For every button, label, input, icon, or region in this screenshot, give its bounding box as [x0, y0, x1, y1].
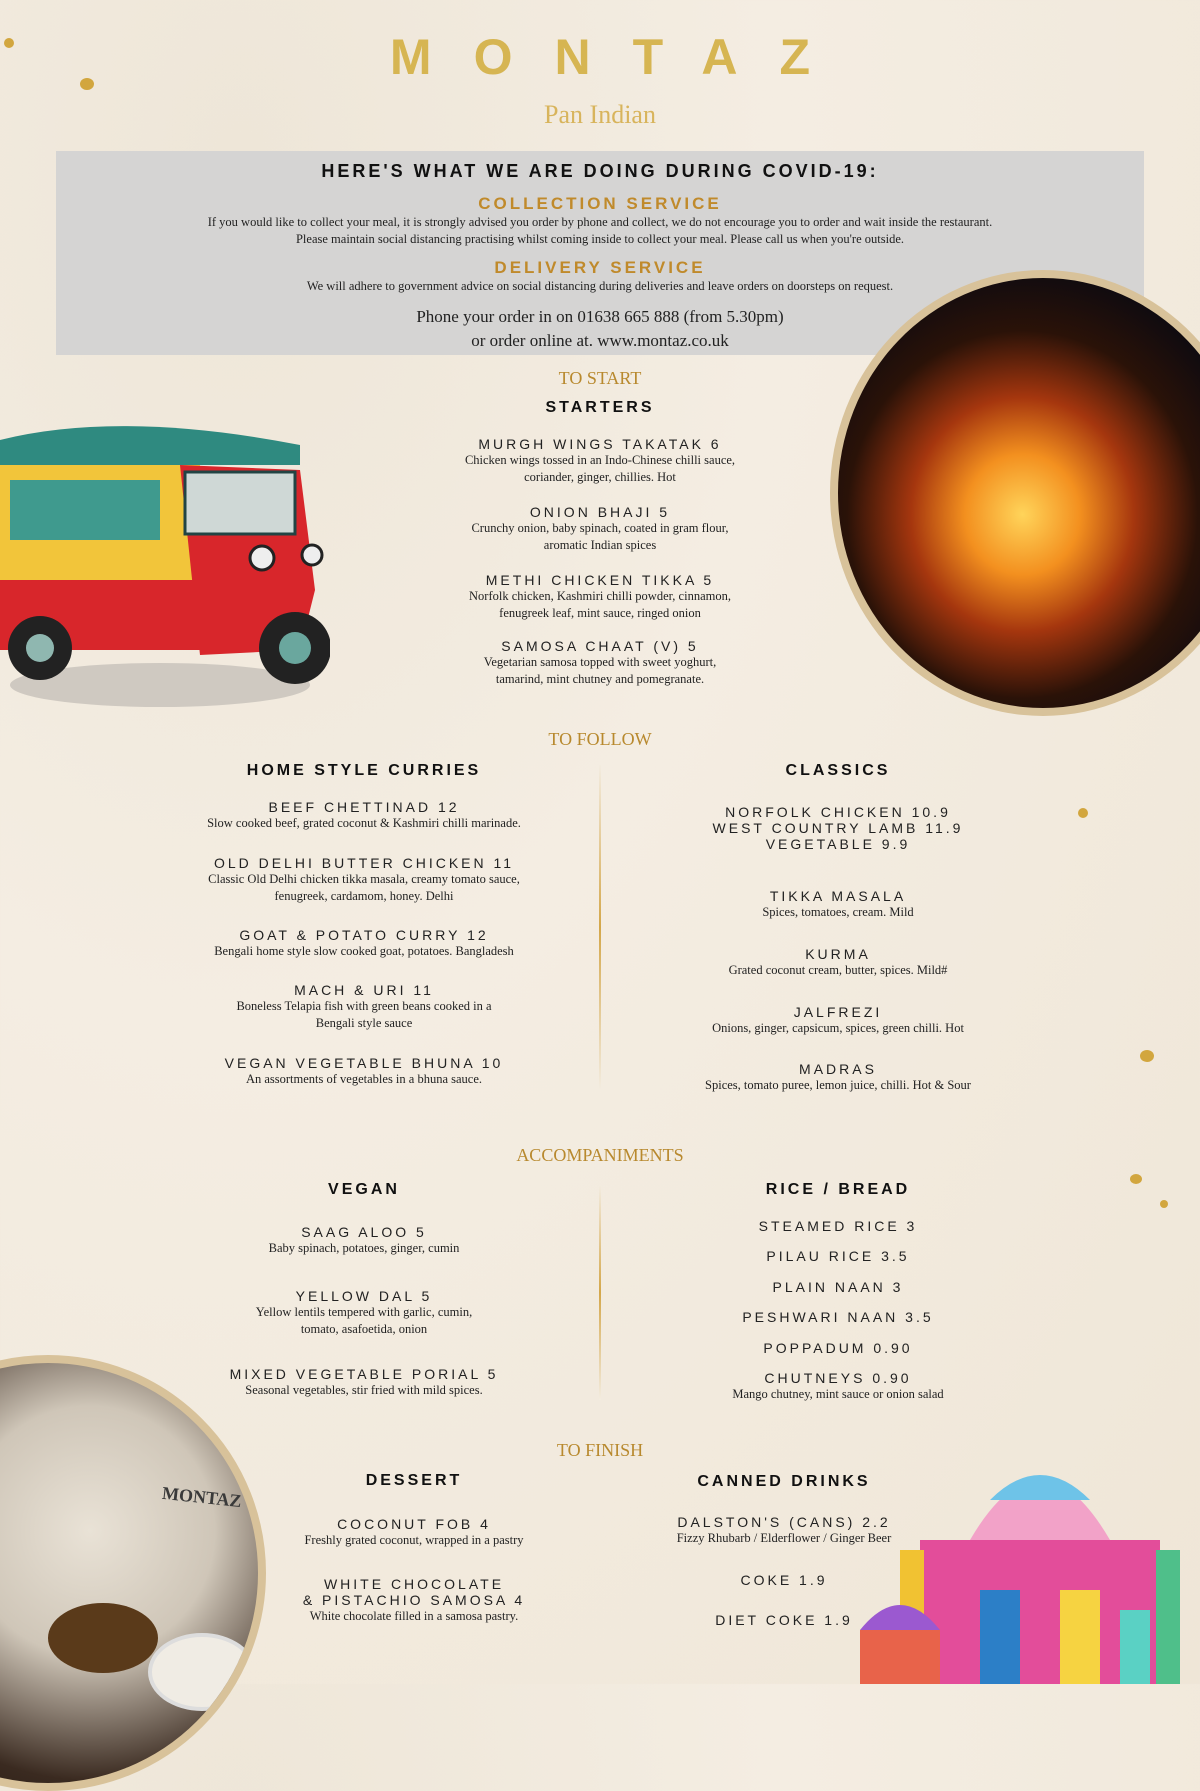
item-name: SAAG ALOO 5 — [301, 1224, 427, 1240]
collection-title: COLLECTION SERVICE — [478, 194, 722, 213]
menu-item — [400, 638, 800, 688]
vegan-list — [164, 1224, 564, 1399]
menu-item — [164, 982, 564, 1055]
item-name: PESHWARI NAAN 3.5 — [742, 1309, 934, 1325]
classics-heading: CLASSICS — [785, 762, 891, 779]
item-desc: Bengali home style slow cooked goat, potatoes. Bangladesh — [214, 944, 514, 958]
delivery-title: DELIVERY SERVICE — [494, 258, 706, 277]
menu-item — [638, 1309, 1038, 1340]
menu-item — [638, 1279, 1038, 1309]
item-desc: Crunchy onion, baby spinach, coated in gram flour, — [471, 521, 729, 535]
item-name: WHITE CHOCOLATE — [323, 1576, 505, 1592]
price-line: NORFOLK CHICKEN 10.9 — [725, 804, 951, 820]
phone-line: Phone your order in on 01638 665 888 (from 5.30pm) — [416, 307, 784, 326]
covid-heading: HERE'S WHAT WE ARE DOING DURING COVID-19: — [321, 161, 879, 181]
menu-item — [164, 855, 564, 927]
menu-item — [634, 1612, 934, 1628]
item-desc: Baby spinach, potatoes, ginger, cumin — [268, 1241, 460, 1255]
item-name: BEEF CHETTINAD 12 — [268, 799, 460, 815]
menu-item — [638, 946, 1038, 1004]
rice-bread-heading: RICE / BREAD — [765, 1181, 911, 1198]
menu-item — [164, 1288, 564, 1366]
food-plate-icon — [48, 1603, 158, 1673]
brand-tagline: Pan Indian — [544, 100, 656, 129]
price-line: VEGETABLE 9.9 — [765, 836, 911, 852]
dessert-heading: DESSERT — [365, 1472, 463, 1489]
item-name: MADRAS — [799, 1061, 877, 1077]
curry-bowl-icon — [148, 1633, 256, 1711]
item-name: DALSTON'S (CANS) 2.2 — [677, 1514, 891, 1530]
menu-item — [638, 1218, 1038, 1248]
item-name: JALFREZI — [793, 1004, 883, 1020]
collection-text: Please maintain social distancing practising whilst coming inside to collect your meal. Please call us when you're outside. — [295, 232, 904, 246]
menu-item — [400, 572, 800, 638]
item-desc: White chocolate filled in a samosa pastry. — [309, 1609, 519, 1623]
item-name: DIET COKE 1.9 — [715, 1612, 853, 1628]
item-desc: Bengali style sauce — [315, 1016, 413, 1030]
chef-apron-logo: MONTAZ — [161, 1482, 243, 1512]
collection-text: If you would like to collect your meal, it is strongly advised you order by phone and collect, we do not encourage you to order and wait inside the restaurant. — [207, 215, 993, 229]
menu-item — [164, 927, 564, 982]
item-desc: Fizzy Rhubarb / Elderflower / Ginger Beer — [676, 1531, 892, 1545]
menu-item — [264, 1516, 564, 1576]
item-desc: Mango chutney, mint sauce or onion salad — [732, 1387, 944, 1401]
curries-heading: HOME STYLE CURRIES — [246, 762, 482, 779]
classics-prices — [638, 804, 1038, 888]
item-desc: Norfolk chicken, Kashmiri chilli powder, cinnamon, — [469, 589, 731, 603]
item-desc: Chicken wings tossed in an Indo-Chinese chilli sauce, — [464, 453, 736, 467]
item-desc: Freshly grated coconut, wrapped in a pastry — [304, 1533, 524, 1547]
vegan-heading: VEGAN — [328, 1181, 400, 1198]
item-name: PILAU RICE 3.5 — [766, 1248, 910, 1264]
item-desc: aromatic Indian spices — [543, 538, 657, 552]
starters-heading: STARTERS — [545, 399, 655, 416]
item-desc: Spices, tomato puree, lemon juice, chilli. Hot & Sour — [705, 1078, 971, 1092]
item-desc: Classic Old Delhi chicken tikka masala, creamy tomato sauce, — [208, 872, 520, 886]
item-name: COCONUT FOB 4 — [337, 1516, 491, 1532]
menu-item — [638, 888, 1038, 946]
brand-logo: MONTAZ — [389, 29, 853, 85]
item-name: METHI CHICKEN TIKKA 5 — [485, 572, 715, 588]
menu-item — [164, 1055, 564, 1088]
menu-item — [164, 1366, 564, 1399]
item-desc: Yellow lentils tempered with garlic, cumin, — [255, 1305, 473, 1319]
menu-item — [638, 1248, 1038, 1279]
menu-item — [634, 1572, 934, 1612]
menu-item — [400, 436, 800, 504]
item-desc: Boneless Telapia fish with green beans cooked in a — [236, 999, 492, 1013]
item-name: VEGAN VEGETABLE BHUNA 10 — [224, 1055, 504, 1071]
section-label-to-start: TO START — [558, 368, 642, 388]
item-name: OLD DELHI BUTTER CHICKEN 11 — [213, 855, 515, 871]
item-name: PLAIN NAAN 3 — [772, 1279, 904, 1295]
item-name: STEAMED RICE 3 — [758, 1218, 918, 1234]
menu-item — [638, 1370, 1038, 1403]
column-divider — [599, 1185, 601, 1400]
item-desc: coriander, ginger, chillies. Hot — [524, 470, 676, 484]
menu-item — [638, 1061, 1038, 1094]
column-divider — [599, 765, 601, 1090]
item-name: & PISTACHIO SAMOSA 4 — [302, 1592, 526, 1608]
starters-list — [400, 436, 800, 688]
menu-item — [400, 504, 800, 572]
classics-list — [638, 804, 1038, 1094]
item-desc: An assortments of vegetables in a bhuna sauce. — [245, 1072, 483, 1086]
item-name: SAMOSA CHAAT (V) 5 — [501, 638, 699, 654]
item-name: POPPADUM 0.90 — [763, 1340, 913, 1356]
curries-list — [164, 799, 564, 1088]
section-label-accompaniments: ACCOMPANIMENTS — [516, 1145, 684, 1165]
item-name: YELLOW DAL 5 — [295, 1288, 433, 1304]
menu-item — [634, 1514, 934, 1572]
drinks-list — [634, 1514, 934, 1628]
item-name: MURGH WINGS TAKATAK 6 — [478, 436, 722, 452]
item-name: COKE 1.9 — [740, 1572, 828, 1588]
chef-photo — [0, 1355, 266, 1791]
item-name: ONION BHAJI 5 — [529, 504, 671, 520]
item-desc: Onions, ginger, capsicum, spices, green chilli. Hot — [712, 1021, 964, 1035]
item-desc: Grated coconut cream, butter, spices. Mild# — [728, 963, 948, 977]
online-order-link[interactable]: or order online at. www.montaz.co.uk — [471, 331, 729, 350]
canned-drinks-heading: CANNED DRINKS — [697, 1473, 871, 1490]
rice-bread-list — [638, 1218, 1038, 1403]
item-name: KURMA — [805, 946, 871, 962]
item-name: GOAT & POTATO CURRY 12 — [239, 927, 489, 943]
menu-item — [164, 799, 564, 855]
menu-item — [164, 1224, 564, 1288]
tuk-tuk-illustration — [0, 410, 330, 720]
delivery-text: We will adhere to government advice on social distancing during deliveries and leave orders on doorsteps on request. — [306, 279, 894, 293]
item-desc: Spices, tomatoes, cream. Mild — [762, 905, 914, 919]
item-desc: tamarind, mint chutney and pomegranate. — [495, 672, 705, 686]
section-label-to-finish: TO FINISH — [556, 1440, 644, 1460]
item-desc: fenugreek, cardamom, honey. Delhi — [274, 889, 454, 903]
item-name: MIXED VEGETABLE PORIAL 5 — [229, 1366, 499, 1382]
item-desc: tomato, asafoetida, onion — [300, 1322, 428, 1336]
menu-item — [264, 1576, 564, 1625]
menu-item — [638, 1004, 1038, 1061]
item-desc: Seasonal vegetables, stir fried with mild spices. — [245, 1383, 483, 1397]
price-line: WEST COUNTRY LAMB 11.9 — [712, 820, 964, 836]
section-label-to-follow: TO FOLLOW — [548, 729, 652, 749]
menu-item — [638, 1340, 1038, 1370]
item-desc: fenugreek leaf, mint sauce, ringed onion — [499, 606, 701, 620]
dessert-list — [264, 1516, 564, 1625]
item-name: CHUTNEYS 0.90 — [764, 1370, 912, 1386]
item-name: MACH & URI 11 — [294, 982, 434, 998]
item-name: TIKKA MASALA — [769, 888, 907, 904]
item-desc: Vegetarian samosa topped with sweet yoghurt, — [483, 655, 717, 669]
item-desc: Slow cooked beef, grated coconut & Kashmiri chilli marinade. — [207, 816, 521, 830]
